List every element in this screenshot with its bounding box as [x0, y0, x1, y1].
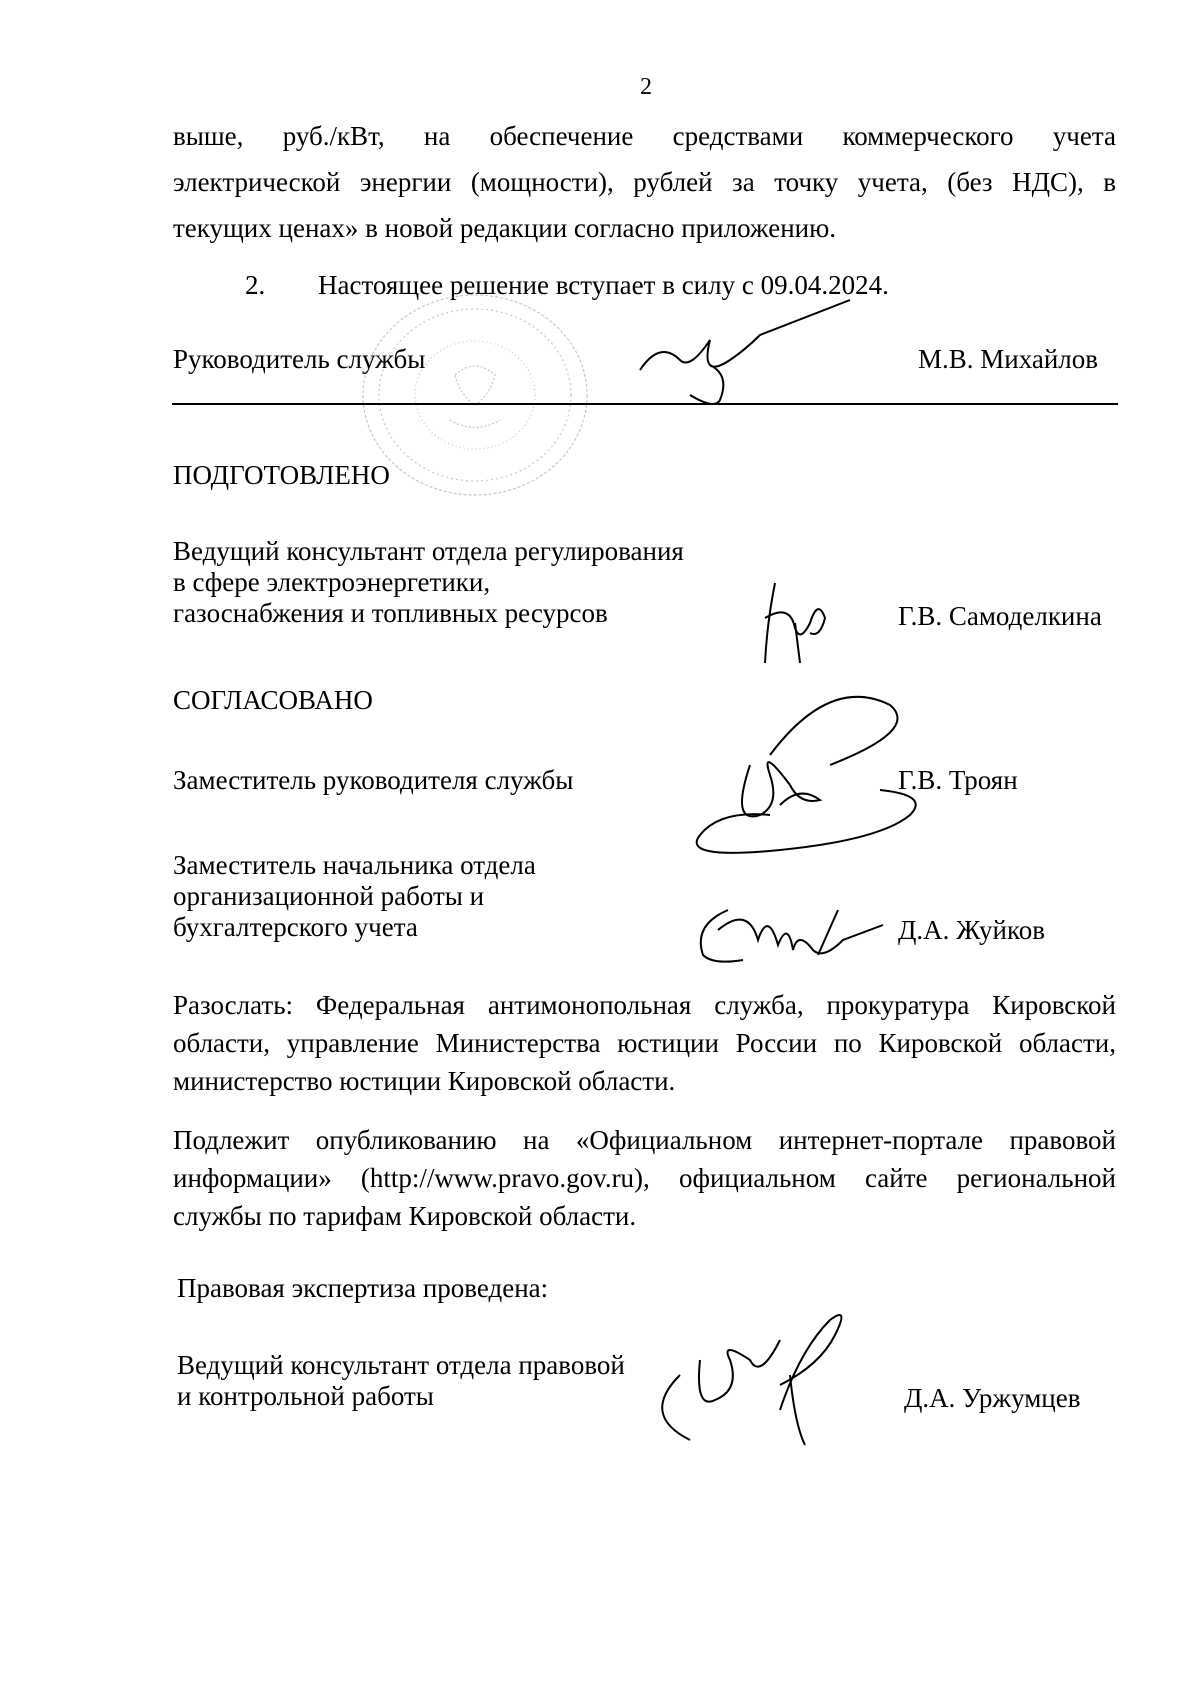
- agreed-signer-1-name: Г.В. Троян: [898, 765, 1018, 795]
- publication-line-2: информации» (http://www.pravo.gov.ru), официальном сайте региональной: [173, 1163, 1116, 1193]
- prepared-position-line-1: Ведущий консультант отдела регулирования: [173, 536, 684, 566]
- agreed-signer-2-position-line-1: Заместитель начальника отдела: [173, 850, 536, 880]
- legal-review-position-line-1: Ведущий консультант отдела правовой: [177, 1350, 625, 1380]
- legal-review-heading: Правовая экспертиза проведена:: [177, 1273, 549, 1303]
- head-name: М.В. Михайлов: [918, 344, 1099, 374]
- prepared-heading: ПОДГОТОВЛЕНО: [173, 460, 390, 490]
- distribution-line-3: министерство юстиции Кировской области.: [173, 1066, 676, 1096]
- page-number: 2: [640, 74, 652, 100]
- agreed-signer-2-position-line-3: бухгалтерского учета: [173, 912, 418, 942]
- head-signature: [630, 310, 870, 410]
- publication-line-1: Подлежит опубликованию на «Официальном интернет-портале правовой: [173, 1125, 1116, 1155]
- legal-review-position-line-2: и контрольной работы: [177, 1381, 434, 1411]
- head-position: Руководитель службы: [173, 344, 426, 374]
- distribution-line-1: Разослать: Федеральная антимонопольная служба, прокуратура Кировской: [173, 990, 1116, 1020]
- paragraph-line-1: выше, руб./кВт, на обеспечение средствами коммерческого учета: [173, 121, 1116, 151]
- agreed-signer-2-position-line-2: организационной работы и: [173, 881, 485, 911]
- agreed-heading: СОГЛАСОВАНО: [173, 685, 373, 715]
- publication-block: [173, 1121, 1116, 1235]
- legal-review-name: Д.А. Уржумцев: [904, 1383, 1081, 1413]
- agreed-signer-2-signature: [688, 895, 908, 965]
- prepared-position-line-3: газоснабжения и топливных ресурсов: [173, 598, 608, 628]
- publication-line-3: службы по тарифам Кировской области.: [173, 1201, 637, 1231]
- official-seal-stamp: [355, 285, 595, 505]
- signature-divider-line: [172, 403, 1118, 405]
- legal-review-signature: [640, 1315, 880, 1455]
- agreed-signer-2-name: Д.А. Жуйков: [898, 915, 1045, 945]
- agreed-signer-2-position: [173, 850, 536, 943]
- prepared-name: Г.В. Самоделкина: [898, 601, 1102, 631]
- agreed-signer-1-signature: [670, 695, 910, 855]
- prepared-position-line-2: в сфере электроэнергетики,: [173, 567, 491, 597]
- paragraph-line-3: текущих ценах» в новой редакции согласно приложению.: [173, 213, 837, 243]
- paragraph-line-2: электрической энергии (мощности), рублей за точку учета, (без НДС), в: [173, 167, 1116, 197]
- prepared-position: [173, 536, 684, 629]
- item-2-text: Настоящее решение вступает в силу с 09.04.2024.: [318, 270, 889, 300]
- legal-review-position: [177, 1350, 625, 1412]
- prepared-signature: [755, 578, 835, 678]
- agreed-signer-1-position: Заместитель руководителя службы: [173, 765, 574, 795]
- distribution-line-2: области, управление Министерства юстиции России по Кировской области,: [173, 1028, 1116, 1058]
- distribution-block: [173, 986, 1116, 1100]
- item-2-number: 2.: [245, 270, 266, 300]
